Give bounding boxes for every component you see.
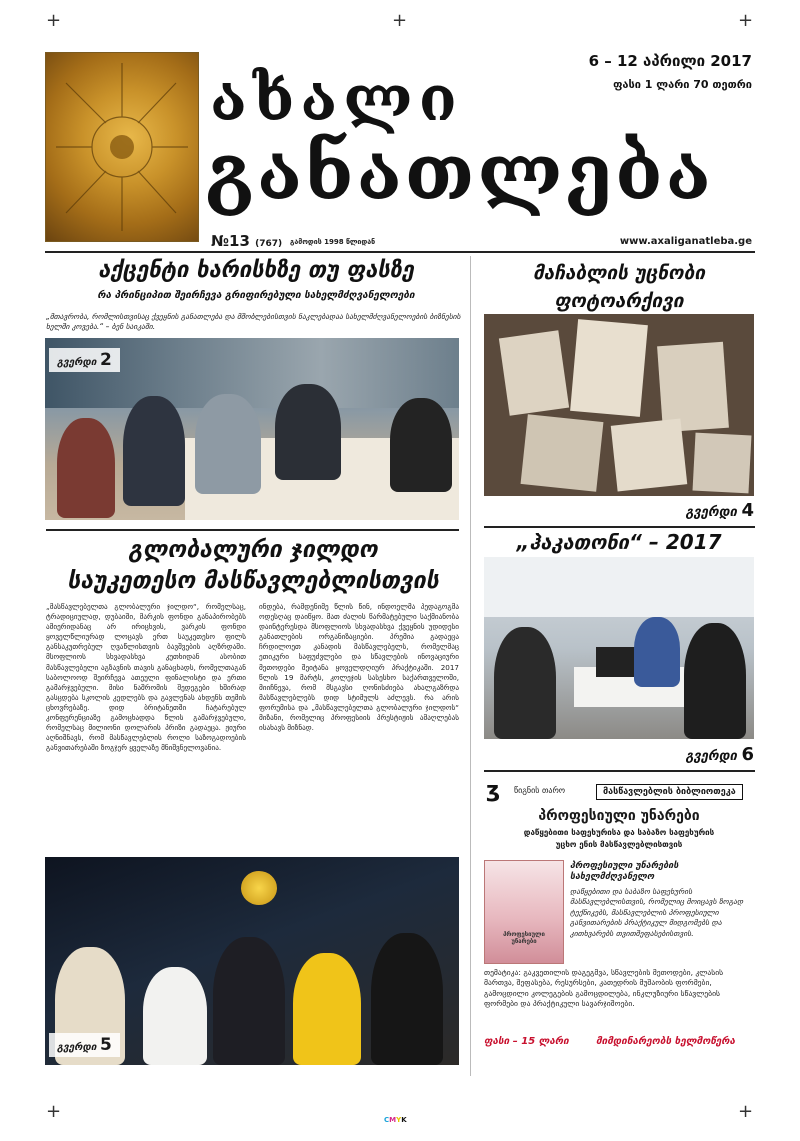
masthead-line1: ახალი xyxy=(210,62,463,135)
library-brand: წიგნის თარო xyxy=(514,786,566,795)
cmyk-mark: CMYK xyxy=(384,1116,407,1124)
second-story-col1: „მასწავლებელთა გლობალური ჯილდო“, რომელსაც, ტრადიციულად, დუბაიში, მარკის ფონდი განაპირობებს ამიერიდანაც არ ირიცხვის, ვარკის ფონდი ყოველწლიურად ლოცავს ერთ საუკეთესო ფილს განსაკუთრებულ ღვაწლისთვის ბავშვების აღზრდაში. მსოფლიოს სხვადასხვა კუთხიდან ასობით მასწავლებელი აგზავნის თავის განაცხადს, რომელთაგან საბოლოოდ შეირჩევა ათეული ფინალისტი და ერთი გამარჯვებული. მისი ნაშრომის შედეგები ხშირად გასცდება სკოლის კედლებს და გავლენას ახდენს თემის ცხოვრებაზე. დიდ ბრიტანეთში ჩატარებულ კონფერენციაზე გამოცხადდა წლის გამარჯვებული, რომელსაც მილიონი დოლარის პრიზი გადაეცა. ჟიური აღნიშნავს, რომ მასწავლებლის როლი საზოგადოების განვითარებაში ზოგჯერ ყველაზე მნიშვნელოვანია. xyxy=(46,602,246,753)
book-cover xyxy=(484,860,564,964)
photo-archive-image xyxy=(484,314,754,496)
library-title: პროფესიული უნარები xyxy=(538,808,700,824)
founded-note: გამოდის 1998 წლიდან xyxy=(290,238,376,246)
top-story-headline: აქცენტი ხარისხზე თუ ფასზე xyxy=(98,258,414,283)
library-body: თემატიკა: გაკვეთილის დაგეგმვა, სწავლების მეთოდები, კლასის მართვა, შეფასება, რესურსები, კათედრის მუშაობის ფორმები, გამოცდილი კოლეგების გამოცდილება, ინკლუზიური სწავლების ფორმები და პრაქტიკული სავარჯიშოები. xyxy=(484,968,724,1009)
library-subscribe: მიმდინარეობს ხელმოწერა xyxy=(596,1036,736,1047)
library-price: ფასი – 15 ლარი xyxy=(484,1036,569,1047)
library-subtitle-2: უცხო ენის მასწავლებლისთვის xyxy=(555,840,683,849)
left-divider xyxy=(46,529,459,531)
hackathon-headline: „ჰაკათონი“ – 2017 xyxy=(516,530,722,554)
right-divider-2 xyxy=(484,770,755,772)
crop-mark-icon: + xyxy=(738,1101,754,1122)
award-photo xyxy=(45,857,459,1065)
logo-emblem xyxy=(45,52,199,242)
issue-price: ფასი 1 ლარი 70 თეთრი xyxy=(613,78,752,91)
book-logo-icon: ʒ xyxy=(486,778,501,803)
issue-date: 6 – 12 აპრილი 2017 xyxy=(588,52,752,70)
library-series: მასწავლებლის ბიბლიოთეკა xyxy=(596,784,743,800)
right-divider-1 xyxy=(484,526,755,528)
masthead-divider xyxy=(45,251,755,253)
conference-photo xyxy=(45,338,459,520)
right-top-headline-1: მაჩაბლის უცნობი xyxy=(532,262,706,284)
library-subtitle-1: დაწყებითი საფეხურისა და საბაზო საფეხურის xyxy=(523,828,715,837)
crop-mark-icon: + xyxy=(392,10,408,31)
book-cover-title: პროფესიული უნარები xyxy=(503,931,545,945)
crop-mark-icon: + xyxy=(46,10,62,31)
page-ref-2[interactable]: გვერდი 2 xyxy=(49,348,120,372)
page-ref-5[interactable]: გვერდი 5 xyxy=(49,1033,120,1057)
column-divider xyxy=(470,256,471,1076)
second-story-col2: ინდება, რამდენიმე წლის წინ, ინდოელმა პედაგოგმა ოდესღაც დაიწყო. მათ ძალის წარმატებული საქმიანობა დაინტერესდა მსოფლიოს სხვადასხვა ქვეყნის უდიდესი განათლების ორგანიზაციები. პრემია გადაეცა ჩრდილოეთ კანადის მასწავლებელს, რომელმაც ეთიკური საფუძვლები და სწავლების ინოვაციური მეთოდები შეიტანა ყოველდღიურ პრაქტიკაში. 2017 წლის 19 მარტს, კოლეჯის სასესხო საქართველოში, მიიჩნევა, რომ მსგავსი ღონისძიება ახალგაზრდა მასწავლებლებს დიდ სტიმულს აძლევს. რა არის ფორუმისა და „მასწავლებელთა გლობალური ჯილდოს“ მიზანი, რომელიც პროფესიის პრესტიჟის ამაღლებას ისახავს მიზნად. xyxy=(259,602,459,733)
second-story-headline-1: გლობალური ჯილდო xyxy=(128,537,378,563)
masthead-line2: განათლება xyxy=(205,128,714,217)
page-ref-4[interactable]: გვერდი 4 xyxy=(685,500,754,521)
issue-number: №13 (767) xyxy=(211,232,283,250)
top-story-subhead: რა პრინციპით შეირჩევა გრიფირებული სახელმძღვანელოები xyxy=(97,290,415,301)
book-description: დაწყებითი და საბაზო საფეხურის მასწავლებლისთვის, რომელიც მოიცავს ზოგად ტექნიკებს, მასწავლებლის პროფესიული განვითარების პრაქტიკულ მიდგომებს და კითხვარებს თვითშეფასებისთვის. xyxy=(570,887,744,938)
second-story-headline-2: საუკეთესო მასწავლებლისთვის xyxy=(67,568,439,594)
website-link[interactable]: www.axaliganatleba.ge xyxy=(619,236,752,247)
crop-mark-icon: + xyxy=(738,10,754,31)
book-title: პროფესიული უნარების სახელმძღვანელო xyxy=(570,861,679,882)
right-top-headline-2: ფოტოარქივი xyxy=(554,290,684,312)
hackathon-photo xyxy=(484,557,754,739)
top-story-quote: „მთავრობა, რომლისთვისაც ქვეყნის განათლება და მშობლებისთვის ნაკლებადაა სახელმძღვანელოების ბიზნესის ხელში კოვება.“ – ბენ საიკაში. xyxy=(46,312,461,331)
crop-mark-icon: + xyxy=(46,1101,62,1122)
page-ref-6[interactable]: გვერდი 6 xyxy=(685,744,754,765)
